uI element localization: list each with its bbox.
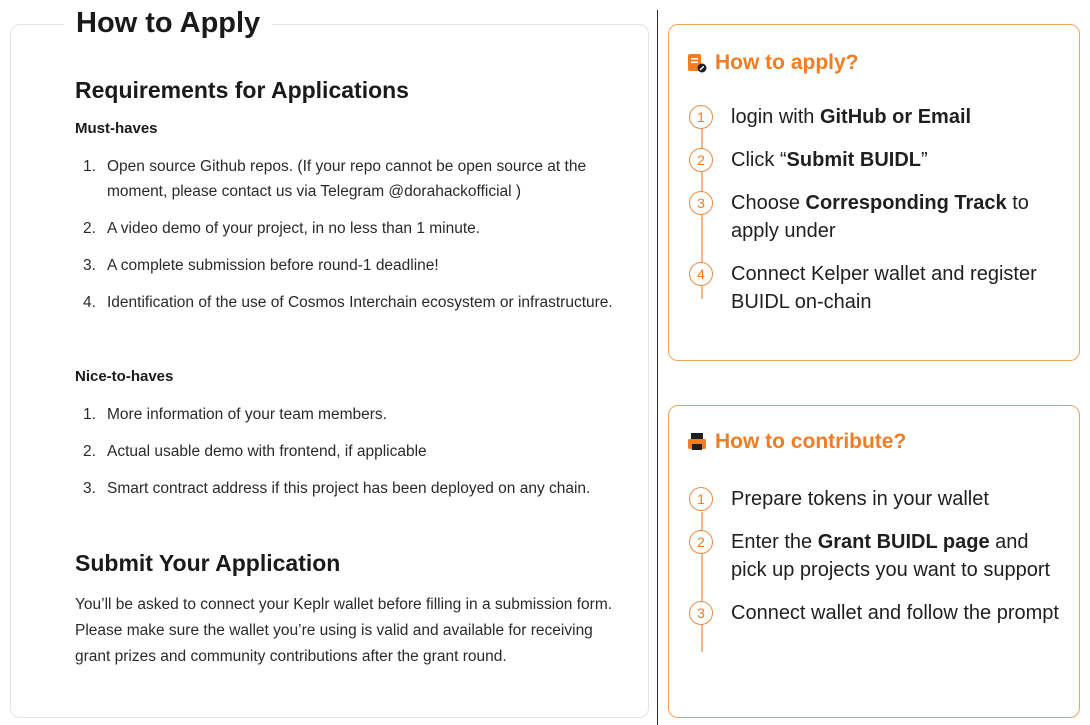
list-item: 4. Identification of the use of Cosmos Interchain ecosystem or infrastructure. [83, 294, 613, 311]
list-item: 2. Actual usable demo with frontend, if applicable [83, 443, 427, 460]
nice-to-haves-section [75, 367, 635, 387]
how-to-contribute-card [668, 405, 1080, 718]
list-item: 1. Open source Github repos. (If your repo cannot be open source at the moment, please contact us via Telegram @dorahackofficial ) [83, 158, 587, 200]
step-item: 2 Click “Submit BUIDL” [689, 146, 1069, 174]
step-number: 3 [689, 601, 713, 625]
step-number: 2 [689, 530, 713, 554]
document-pen-icon [687, 53, 707, 73]
must-haves-section [75, 119, 635, 139]
submit-text: You’ll be asked to connect your Keplr wallet before filling in a submission form. Please make sure the wallet you’re using is valid and available for receiving grant prizes and community contributions after the grant round. [75, 596, 613, 665]
must-haves-list [75, 154, 615, 327]
step-item: 1 Prepare tokens in your wallet [689, 485, 1069, 513]
step-number: 1 [689, 487, 713, 511]
how-to-apply-card [668, 24, 1080, 361]
contribute-steps [689, 485, 1069, 627]
printer-icon [687, 432, 707, 452]
step-item: 2 Enter the Grant BUIDL page and pick up projects you want to support [689, 528, 1069, 584]
list-item: 3. A complete submission before round-1 deadline! [83, 257, 439, 274]
step-number: 1 [689, 105, 713, 129]
requirements-section [75, 76, 635, 104]
list-item: 3. Smart contract address if this project has been deployed on any chain. [83, 480, 591, 497]
apply-card-title: How to apply? [715, 51, 859, 74]
column-divider [657, 10, 658, 725]
must-haves-heading: Must-haves [75, 120, 158, 137]
step-item: 4 Connect Kelper wallet and register BUIDL on-chain [689, 260, 1069, 316]
submit-section [75, 549, 635, 577]
step-item: 3 Connect wallet and follow the prompt [689, 599, 1069, 627]
step-number: 3 [689, 191, 713, 215]
step-item: 3 Choose Corresponding Track to apply under [689, 189, 1069, 245]
contribute-card-title: How to contribute? [715, 430, 907, 453]
step-number: 2 [689, 148, 713, 172]
contribute-card-header [687, 430, 906, 454]
step-number: 4 [689, 262, 713, 286]
list-item: 2. A video demo of your project, in no less than 1 minute. [83, 220, 481, 237]
step-item: 1 login with GitHub or Email [689, 103, 1069, 131]
list-item: 1. More information of your team members. [83, 406, 387, 423]
apply-steps [689, 103, 1069, 316]
submit-heading: Submit Your Application [75, 550, 341, 576]
apply-card-header [687, 51, 859, 75]
page-title: How to Apply [64, 2, 272, 44]
nice-to-haves-list [75, 402, 615, 513]
nice-to-haves-heading: Nice-to-haves [75, 368, 174, 385]
requirements-heading: Requirements for Applications [75, 77, 409, 103]
submit-description [75, 592, 615, 670]
